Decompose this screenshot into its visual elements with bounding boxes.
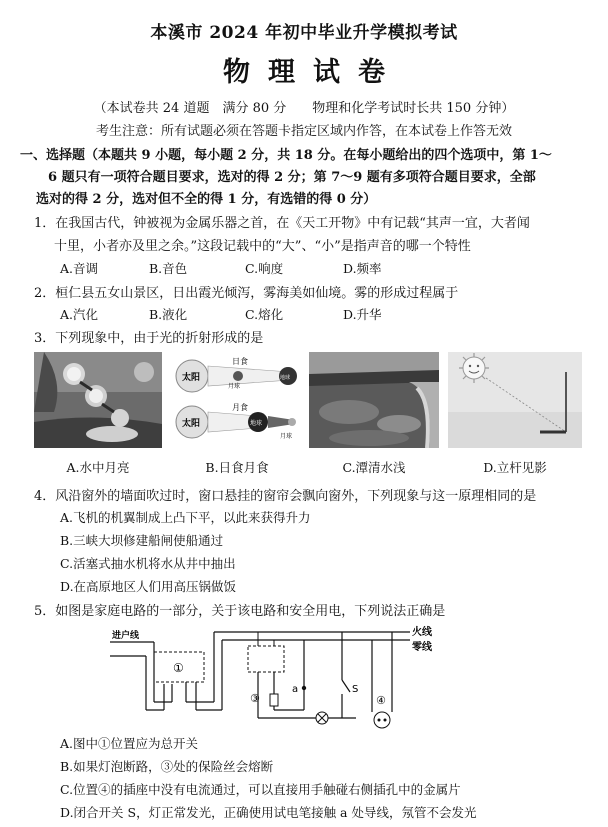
solar-eclipse-label: 日食 xyxy=(232,357,248,366)
q5-option-c: C.位置④的插座中没有电流通过，可以直接用手触碰右侧插孔中的金属片 xyxy=(60,782,461,797)
q4-stem: 4．风沿窗外的墙面吹过时，窗口悬挂的窗帘会飘向窗外，下列现象与这一原理相同的是 xyxy=(34,489,537,504)
exam-info: （本试卷共 24 道题 满分 80 分 物理和化学考试时长共 150 分钟） xyxy=(93,101,515,116)
q4-option-a: A.飞机的机翼制成上凸下平，以此来获得升力 xyxy=(60,510,311,525)
position-4-label: ④ xyxy=(376,694,386,707)
q2-option-b: B.液化 xyxy=(149,307,188,322)
q5-stem: 5．如图是家庭电路的一部分，关于该电路和安全用电，下列说法正确是 xyxy=(34,604,446,619)
moon-label-1: 月球 xyxy=(228,383,241,390)
section-instructions-3: 选对的得 2 分，选对但不全的得 1 分，有选错的得 0 分） xyxy=(36,192,377,207)
lunar-eclipse-label: 月食 xyxy=(232,403,248,412)
entry-line-label: 进户线 xyxy=(112,631,140,641)
switch-s-label: S xyxy=(352,684,359,695)
exam-notice: 考生注意：所有试题必须在答题卡指定区域内作答，在本试卷上作答无效 xyxy=(95,124,512,139)
q1-option-d: D.频率 xyxy=(343,261,382,276)
q4-option-d: D.在高原地区人们用高压锅做饭 xyxy=(60,579,237,594)
exam-title: 本溪市 2024 年初中毕业升学模拟考试 xyxy=(150,23,458,43)
moon-label-2: 月球 xyxy=(280,433,293,440)
q4-option-b: B.三峡大坝修建船闸使船通过 xyxy=(60,533,224,548)
earth-label-2: 地球 xyxy=(250,420,263,427)
q1-stem-1: 1．在我国古代，钟被视为金属乐器之首，在《天工开物》中有记载“其声一宜，大者闻 xyxy=(34,216,530,231)
q5-option-b: B.如果灯泡断路，③处的保险丝会熔断 xyxy=(60,759,274,774)
q3-image-b-eclipse-diagram xyxy=(172,352,302,448)
q4-option-c: C.活塞式抽水机将水从井中抽出 xyxy=(60,556,236,571)
sun-label-1: 太阳 xyxy=(182,373,201,383)
q2-stem: 2．桓仁县五女山景区，日出霞光倾泻，雾海美如仙境。雾的形成过程属于 xyxy=(34,286,459,301)
q1-stem-2: 十里，小者亦及里之余。”这段记载中的“大”、“小”是指声音的哪一个特性 xyxy=(54,239,471,254)
q3-stem: 3．下列现象中，由于光的折射形成的是 xyxy=(34,331,264,346)
live-wire-label: 火线 xyxy=(412,627,432,638)
q5-option-d: D.闭合开关 S，灯正常发光，正确使用试电笔接触 a 处导线，氖管不会发光 xyxy=(60,805,477,820)
q1-option-b: B.音色 xyxy=(149,261,188,276)
position-1-label: ① xyxy=(173,661,184,675)
q3-option-c: C.潭清水浅 xyxy=(342,460,406,475)
q2-option-d: D.升华 xyxy=(343,307,382,322)
q1-option-a: A.音调 xyxy=(60,261,99,276)
section-instructions-2: 6 题只有一项符合题目要求，选对的得 2 分；第 7～9 题有多项符合题目要求，全部 xyxy=(48,170,536,185)
position-3-label: ③ xyxy=(250,692,260,705)
q3-image-c-clear-pond xyxy=(309,352,439,448)
q2-option-c: C.熔化 xyxy=(245,307,284,322)
q5-circuit-diagram xyxy=(110,622,450,732)
q2-option-a: A.汽化 xyxy=(60,307,99,322)
q5-option-a: A.图中①位置应为总开关 xyxy=(60,736,199,751)
q3-option-d: D.立杆见影 xyxy=(483,460,547,475)
q3-option-a: A.水中月亮 xyxy=(66,460,130,475)
q1-option-c: C.响度 xyxy=(245,261,284,276)
subject-title: 物理试卷 xyxy=(223,57,403,88)
q3-image-a-moon-reflection xyxy=(34,352,162,448)
sun-label-2: 太阳 xyxy=(182,419,201,429)
q3-option-b: B.日食月食 xyxy=(205,460,269,475)
q3-image-d-pole-shadow xyxy=(448,352,582,448)
point-a-label: a xyxy=(292,684,299,695)
earth-label-1: 地球 xyxy=(280,375,291,381)
section-heading: 一、选择题（本题共 9 小题，每小题 2 分，共 18 分。在每小题给出的四个选项中，第 1～ xyxy=(20,148,552,163)
neutral-wire-label: 零线 xyxy=(412,642,432,653)
